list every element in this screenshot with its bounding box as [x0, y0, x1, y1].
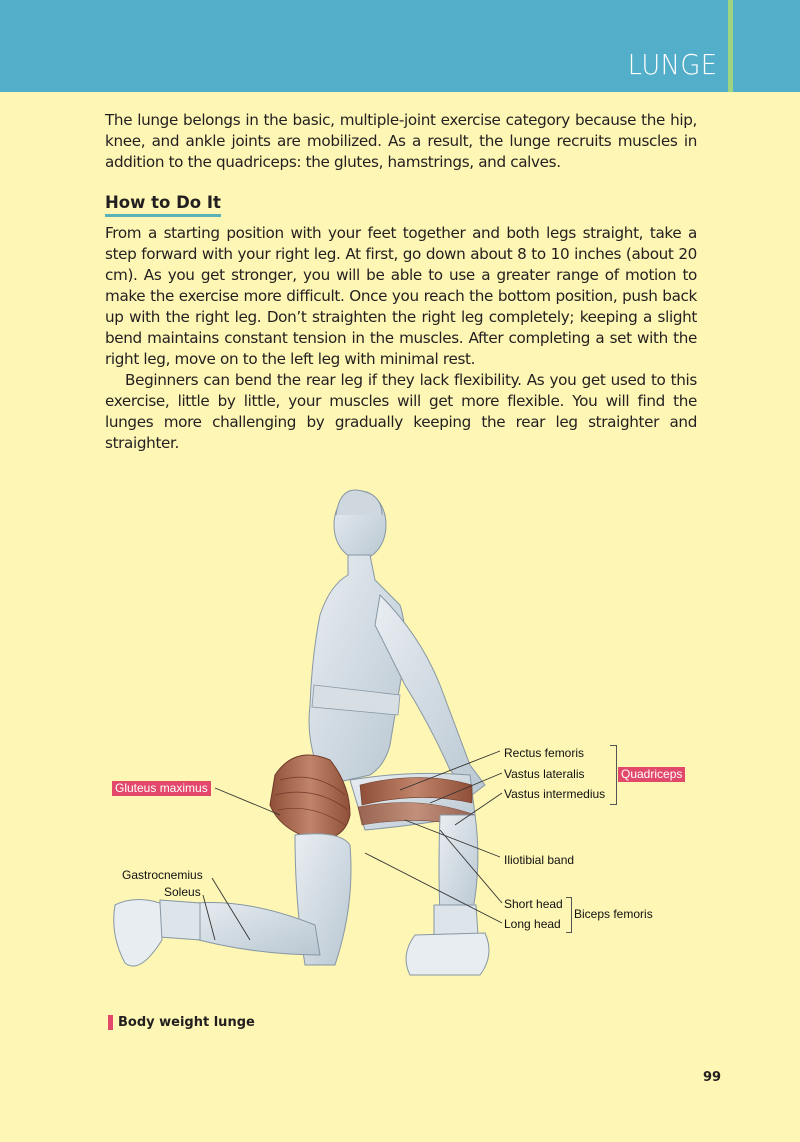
header-accent-rule [728, 0, 733, 92]
label-biceps-femoris: Biceps femoris [574, 907, 653, 921]
page-number: 99 [703, 1070, 722, 1085]
section-heading-how-to: How to Do It [105, 193, 221, 217]
label-vastus-intermedius: Vastus intermedius [504, 787, 606, 801]
quadriceps-bracket [610, 745, 617, 805]
label-gluteus-maximus: Gluteus maximus [112, 781, 211, 796]
how-to-paragraph-1: From a starting position with your feet together and both legs straight, take a step forward with your right leg. At first, go down about 8 to 10 inches (about 20 cm). As you get stronger, you will be able to use a greater range of motion to make the exercise more difficult. Once you reach the bottom position, push back up with the right leg. Don’t straighten the right leg completely; keeping a slight bend maintains constant tension in the muscles. After completing a set with the right leg, move on to the left leg with minimal rest. [105, 224, 697, 368]
head-icon [334, 490, 386, 559]
lunge-figure-drawing [100, 485, 720, 1005]
biceps-femoris-bracket [566, 897, 572, 933]
label-iliotibial-band: Iliotibial band [504, 853, 575, 867]
label-quadriceps: Quadriceps [618, 767, 685, 782]
chapter-header [0, 0, 800, 92]
label-long-head: Long head [504, 917, 561, 931]
label-gastrocnemius: Gastrocnemius [122, 868, 203, 882]
chapter-title: LUNGE [628, 48, 718, 81]
label-soleus: Soleus [164, 885, 201, 899]
how-to-paragraph-2: Beginners can bend the rear leg if they lack flexibility. As you get used to this exercise, little by little, your muscles will get more flexible. You will find the lunges more challenging by gradually keeping the rear leg straighter and straighter. [105, 371, 697, 452]
label-short-head: Short head [504, 897, 563, 911]
caption-text: Body weight lunge [118, 1015, 255, 1030]
label-rectus-femoris: Rectus femoris [504, 746, 585, 760]
anatomy-illustration [100, 485, 720, 1005]
figure-caption [108, 1015, 255, 1030]
label-vastus-lateralis: Vastus lateralis [504, 767, 585, 781]
body-text [105, 110, 697, 454]
intro-paragraph: The lunge belongs in the basic, multiple-joint exercise category because the hip, knee, and ankle joints are mobilized. As a result, the lunge recruits muscles in addition to the quadriceps: the glutes, hamstrings, and calves. [105, 111, 697, 171]
caption-marker-icon [108, 1015, 113, 1030]
